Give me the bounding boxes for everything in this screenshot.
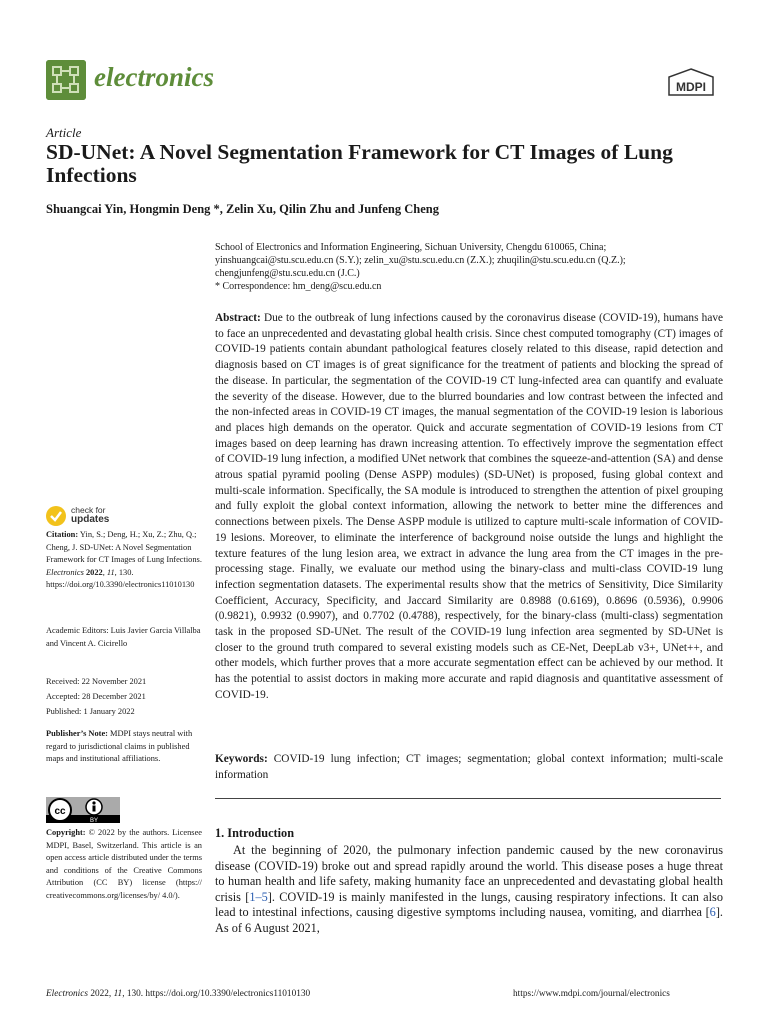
- footer-citation: Electronics 2022, 11, 130. https://doi.org/10.3390/electronics11010130: [46, 989, 311, 999]
- copyright-label: Copyright:: [46, 828, 86, 837]
- publishers-note: [46, 728, 202, 766]
- citation: Citation: Yin, S.; Deng, H.; Xu, Z.; Zhu, Q.; Cheng, J. SD-UNet: A Novel Segmentation Framework for CT Images of Lung Infections. Electronics 2022, 11, 130. https://doi.org/10.3390/electronics11010130: [46, 530, 202, 589]
- affiliation-line: chengjunfeng@stu.scu.edu.cn (J.C.): [215, 268, 360, 279]
- intro-text: ]. COVID-19 is mainly manifested in the lungs, causing respiratory infections. It can also lead to intestinal infections, causing digestive symptoms including nausea, vomiting, and diarrhea [: [215, 889, 723, 920]
- citation-doi: , 130. https://doi.org/10.3390/electronics11010130: [46, 567, 195, 589]
- paper-title: SD-UNet: A Novel Segmentation Framework for CT Images of Lung Infections: [46, 140, 673, 187]
- check-updates-label: updates: [71, 514, 110, 525]
- footer-doi: , 130. https://doi.org/10.3390/electronics11010130: [122, 989, 311, 999]
- article-type: Article: [46, 125, 82, 140]
- footer-year: 2022: [90, 989, 109, 999]
- affiliation-line: yinshuangcai@stu.scu.edu.cn (S.Y.); zelin_xu@stu.scu.edu.cn (Z.X.); zhuqilin@stu.scu.edu.cn (Q.Z.);: [215, 255, 626, 266]
- citation-journal: Electronics: [46, 567, 84, 577]
- footer-journal: Electronics: [46, 989, 88, 999]
- keywords-label: Keywords:: [215, 753, 268, 765]
- reference-link[interactable]: 1–5: [249, 889, 268, 904]
- date-accepted: Accepted: 28 December 2021: [46, 692, 146, 701]
- abstract-text: Due to the outbreak of lung infections caused by the coronavirus disease (COVID-19), humans have to face an unprecedented and devastating global health crisis. Since chest computed tomography (CT) images of COVID-19 patients contain abundant pathological features closely related to this disease, rapid detection and diagnosis based on CT images is of great significance for the treatment of patients and blocking the spread of the disease. In particular, the segmentation of the COVID-19 CT lung-infected area can quantify and evaluate the severity of the disease. However, due to the blurred boundaries and low contrast between the infected and the non-infected areas in COVID-19 CT images, the manual segmentation of the COVID-19 lesion is laborious and places high demands on the operator. Quick and accurate segmentation of COVID-19 lesions from CT images based on deep learning has drawn increasing attention. To effectively improve the segmentation effect of COVID-19 lung infection, a modified UNet network that combines the squeeze-and-attention (SA) and dense atrous spatial pyramid pooling (Dense ASPP) modules) (SD-UNet) is proposed, fusing global context and multi-scale information. Specifically, the SA module is introduced to strengthen the attention of pixel grouping and fully exploit the global context information, allowing the network to better mine the differences and connections between pixels. The Dense ASPP module is utilized to capture multi-scale information of COVID-19 lesions. Moreover, to eliminate the interference of background noise outside the lungs and highlight the texture features of the lung lesion area, we extract in advance the lung area from the CT images in the pre-processing stage. Finally, we evaluate our method using the binary-class and multi-class COVID-19 lung infection segmentation datasets. The experimental results show that the metrics of Sensitivity, Dice Similarity Coefficient, Accuracy, Specificity, and Jaccard Similarity are 0.8988 (0.6169), 0.8696 (0.5936), 0.9906 (0.9821), 0.9932 (0.9907), and 0.7702 (0.4788), respectively, for the binary-class (multi-class) segmentation task in the proposed SD-UNet. The result of the COVID-19 lung infection area segmented by SD-UNet is closer to the ground truth compared to several existing models such as CE-Net, DeepLab v3+, UNet++, and other models, which further proves that a more accurate segmentation effect can be achieved by our method. It has the potential to assist doctors in making more accurate and rapid diagnosis and quantitative assessment of COVID-19.: [215, 312, 723, 701]
- intro-text: At the beginning of 2020, the pulmonary infection pandemic caused by the new coronavirus disease (COVID-19) broke out and spread rapidly around the world. This disease poses a huge threat to human health and life safety, making humanity face an unprecedented and devastating global health crisis [: [215, 843, 723, 904]
- date-published: Published: 1 January 2022: [46, 707, 135, 716]
- check-for-updates-button[interactable]: [46, 506, 146, 528]
- affiliation-line: School of Electronics and Information Engineering, Sichuan University, Chengdu 610065, China;: [215, 242, 607, 253]
- copyright: [46, 827, 202, 902]
- publisher-logo: [666, 68, 716, 98]
- check-updates-label: check for: [71, 505, 106, 515]
- section-heading: 1. Introduction: [215, 826, 295, 840]
- footer-volume: 11: [113, 989, 123, 999]
- citation-year: 2022: [85, 567, 103, 577]
- note-text: MDPI stays neutral with regard to jurisdictional claims in published maps and institutional affiliations.: [46, 729, 193, 763]
- date-received: Received: 22 November 2021: [46, 677, 147, 686]
- footer-journal-link[interactable]: https://www.mdpi.com/journal/electronics: [513, 989, 670, 999]
- keywords-text: COVID-19 lung infection; CT images; segmentation; global context information; multi-scale information: [215, 753, 723, 781]
- check-updates-icon: [46, 506, 66, 526]
- journal-logo-icon: [46, 60, 86, 100]
- reference-link[interactable]: 6: [709, 905, 716, 920]
- abstract: [215, 311, 723, 704]
- journal-name: electronics: [94, 62, 214, 92]
- cc-by-license-icon[interactable]: [46, 797, 120, 823]
- affiliation-block: [215, 241, 725, 293]
- citation-volume: 11: [106, 567, 115, 577]
- keywords: [215, 752, 723, 783]
- author-list: Shuangcai Yin, Hongmin Deng *, Zelin Xu, Qilin Zhu and Junfeng Cheng: [46, 202, 439, 216]
- academic-editors: Academic Editors: Luis Javier Garcia Villalba and Vincent A. Cicirello: [46, 626, 201, 648]
- intro-text: ]. As of 6 August 2021,: [215, 905, 723, 935]
- note-label: Publisher’s Note:: [46, 729, 108, 738]
- publisher-name: MDPI: [676, 80, 706, 94]
- svg-text:cc: cc: [54, 806, 66, 817]
- abstract-label: Abstract:: [215, 312, 261, 324]
- section-divider: [215, 798, 721, 799]
- citation-label: Citation:: [46, 530, 79, 539]
- correspondence: * Correspondence: hm_deng@scu.edu.cn: [215, 281, 382, 292]
- cc-by-label: BY: [89, 818, 99, 823]
- copyright-text: © 2022 by the authors. Licensee MDPI, Basel, Switzerland. This article is an open access article distributed under the terms and conditions of the Creative Commons Attribution (CC BY) license (https:// creativecommons.org/licenses/by/ 4.0/).: [46, 828, 203, 900]
- citation-text: Yin, S.; Deng, H.; Xu, Z.; Zhu, Q.; Cheng, J. SD-UNet: A Novel Segmentation Framework for CT Images of Lung Infections.: [46, 530, 202, 564]
- introduction-paragraph: [215, 843, 723, 937]
